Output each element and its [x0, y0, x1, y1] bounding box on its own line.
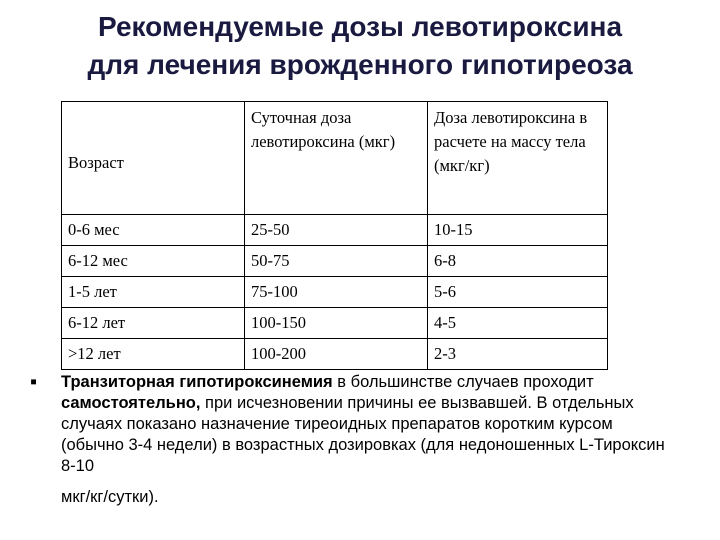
note-last-line: мкг/кг/сутки). — [61, 488, 159, 506]
cell-daily-dose: 75-100 — [245, 277, 428, 308]
header-age: Возраст — [62, 102, 245, 215]
cell-age: >12 лет — [62, 339, 245, 370]
title-line-1: Рекомендуемые дозы левотироксина — [97, 11, 623, 42]
note-bold-self: самостоятельно, — [61, 394, 201, 412]
cell-daily-dose: 50-75 — [245, 246, 428, 277]
note-text-part-2: при исчезновении причины ее вызвавшей. В отдельных случаях показано назначение тиреоидных препаратов коротким курсом (обычно 3-4 недели) в возрастных дозировках (для недоношенных L-Тироксин 8-10 — [61, 394, 665, 475]
cell-dose-per-kg: 10-15 — [428, 215, 608, 246]
cell-age: 6-12 лет — [62, 308, 245, 339]
title-line-2: для лечения врожденного гипотиреоза — [87, 49, 633, 80]
dose-table — [61, 101, 608, 370]
bullet-square-icon: ▪ — [30, 371, 38, 393]
note-text-part-1: в большинстве случаев проходит — [332, 373, 594, 391]
cell-dose-per-kg: 2-3 — [428, 339, 608, 370]
cell-age: 6-12 мес — [62, 246, 245, 277]
table-row — [62, 277, 608, 308]
cell-dose-per-kg: 5-6 — [428, 277, 608, 308]
table-row — [62, 215, 608, 246]
cell-dose-per-kg: 4-5 — [428, 308, 608, 339]
cell-daily-dose: 100-150 — [245, 308, 428, 339]
cell-daily-dose: 25-50 — [245, 215, 428, 246]
table-row — [62, 246, 608, 277]
cell-age: 0-6 мес — [62, 215, 245, 246]
cell-age: 1-5 лет — [62, 277, 245, 308]
table-header-row — [62, 102, 608, 215]
note-bold-term: Транзиторная гипотироксинемия — [61, 373, 333, 391]
table-row — [62, 339, 608, 370]
header-dose-per-kg: Доза левотироксина в расчете на массу тела (мкг/кг) — [428, 102, 608, 215]
slide-title — [0, 8, 720, 84]
table-row — [62, 308, 608, 339]
cell-daily-dose: 100-200 — [245, 339, 428, 370]
note-text — [61, 372, 670, 508]
header-daily-dose: Суточная доза левотироксина (мкг) — [245, 102, 428, 215]
note-paragraph — [30, 372, 670, 508]
cell-dose-per-kg: 6-8 — [428, 246, 608, 277]
